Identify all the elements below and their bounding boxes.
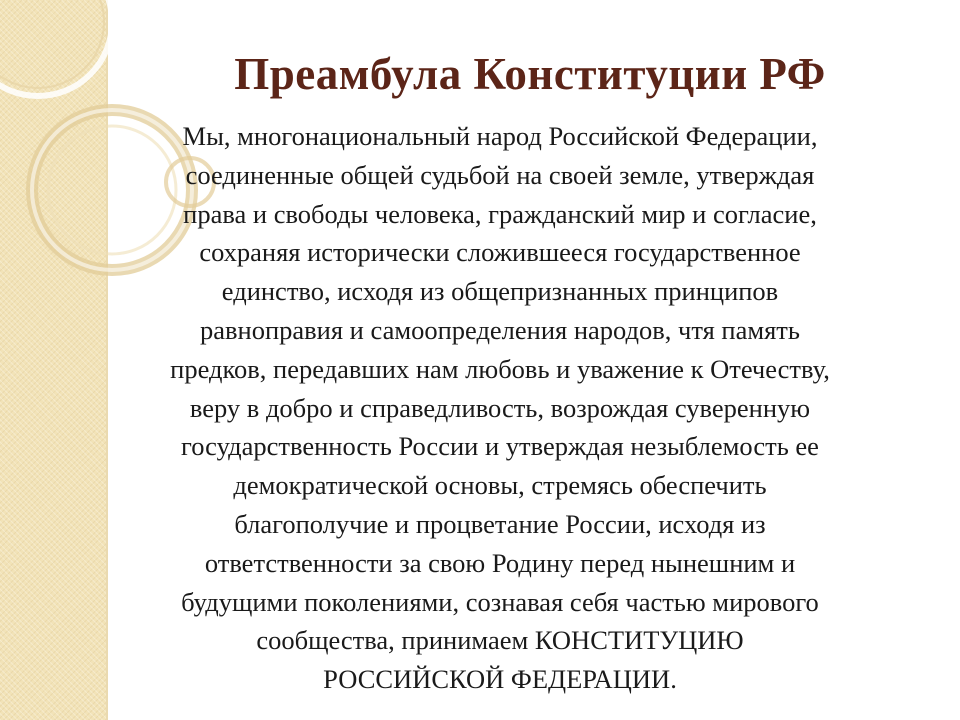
preamble-line: соединенные общей судьбой на своей земле, утверждая: [185, 159, 815, 190]
preamble-line: сообщества, принимаем КОНСТИТУЦИЮ: [256, 625, 744, 656]
preamble-line: веру в добро и справедливость, возрождая суверенную: [189, 392, 811, 423]
preamble-line: демократической основы, стремясь обеспечить: [233, 470, 767, 501]
preamble-line: равноправия и самоопределения народов, чтя память: [200, 314, 800, 345]
preamble-line: будущими поколениями, сознавая себя частью мирового: [181, 586, 819, 617]
preamble-line: Мы, многонациональный народ Российской Федерации,: [182, 121, 818, 151]
preamble-text: [96, 117, 904, 699]
preamble-line: предков, передавших нам любовь и уважение к Отечеству,: [170, 353, 830, 384]
preamble-line: РОССИЙСКОЙ ФЕДЕРАЦИИ.: [323, 664, 677, 695]
preamble-line: государственность России и утверждая незыблемость ее: [181, 431, 819, 462]
slide-title: Преамбула Конституции РФ: [234, 49, 826, 99]
preamble-line: сохраняя исторически сложившееся государственное: [199, 237, 801, 268]
preamble-line: права и свободы человека, гражданский мир и согласие,: [183, 198, 817, 229]
preamble-line: ответственности за свою Родину перед нынешним и: [204, 547, 796, 578]
preamble-line: благополучие и процветание России, исходя из: [234, 508, 766, 539]
decorative-ring-top: [0, 0, 112, 96]
preamble-line: единство, исходя из общепризнанных принципов: [221, 276, 779, 307]
